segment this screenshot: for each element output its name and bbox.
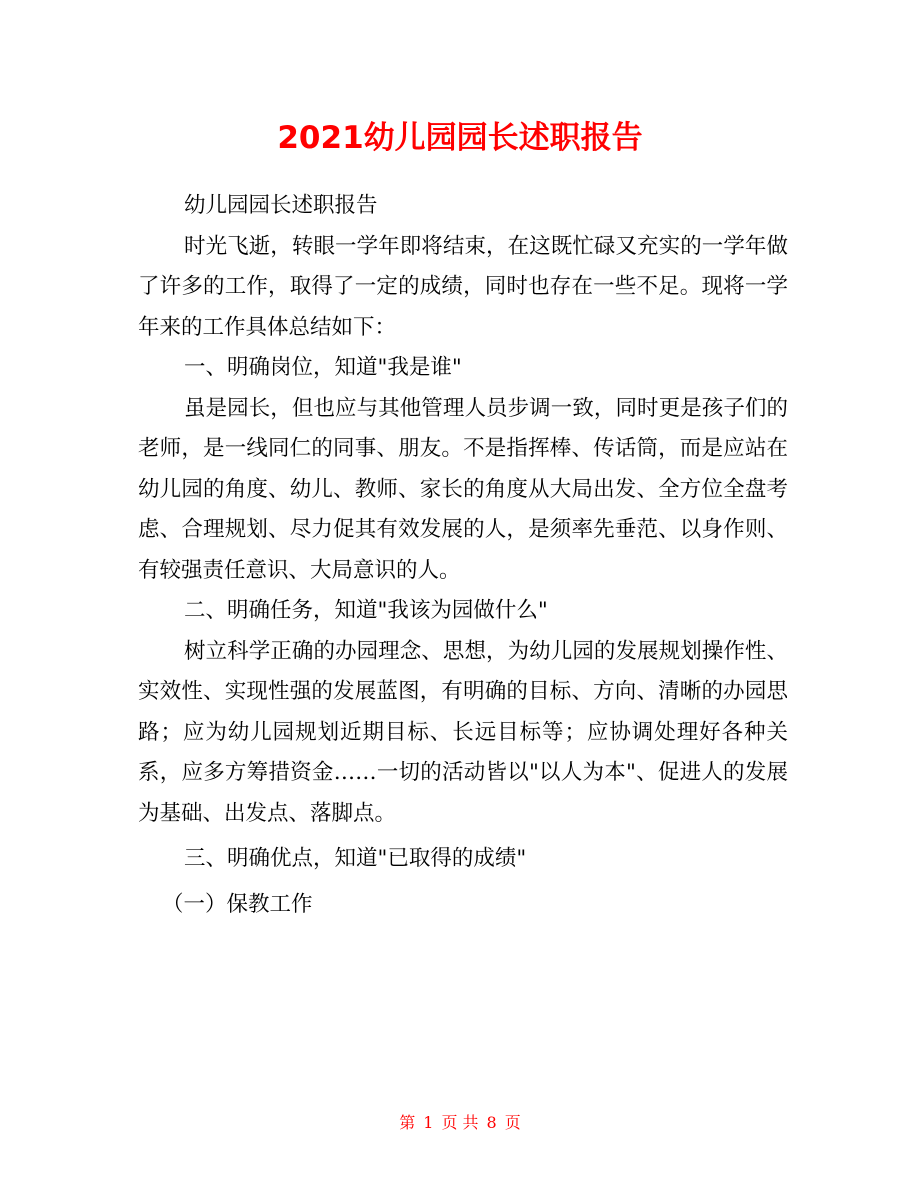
paragraph-section-1: 虽是园长，但也应与其他管理人员步调一致，同时更是孩子们的老师，是一线同仁的同事、朋友。不是指挥棒、传话筒，而是应站在幼儿园的角度、幼儿、教师、家长的角度从大局出发、全方位全盘考虑、合理规划、尽力促其有效发展的人，是须率先垂范、以身作则、有较强责任意识、大局意识的人。 (138, 395, 788, 583)
footer-current-page: 1 (423, 1113, 434, 1132)
subsection-heading-1: （一）保教工作 (162, 891, 313, 917)
footer-total-pages: 8 (486, 1113, 497, 1132)
footer-mid: 页 共 (441, 1113, 479, 1132)
section-heading-1: 一、明确岗位，知道"我是谁" (184, 355, 462, 380)
document-title: 2021幼儿园园长述职报告 (277, 120, 643, 156)
footer-prefix: 第 (399, 1113, 416, 1132)
section-heading-3: 三、明确优点，知道"已取得的成绩" (184, 846, 527, 871)
document-body (138, 186, 788, 925)
page-footer (0, 1112, 920, 1134)
section-heading-2: 二、明确任务，知道"我该为园做什么" (184, 598, 548, 623)
paragraph-heading: 幼儿园园长述职报告 (184, 193, 378, 218)
footer-suffix: 页 (504, 1113, 521, 1132)
paragraph-section-2: 树立科学正确的办园理念、思想，为幼儿园的发展规划操作性、实效性、实现性强的发展蓝图，有明确的目标、方向、清晰的办园思路；应为幼儿园规划近期目标、长远目标等；应协调处理好各种关系，应多方筹措资金……一切的活动皆以"以人为本"、促进人的发展为基础、出发点、落脚点。 (138, 638, 788, 826)
paragraph-intro: 时光飞逝，转眼一学年即将结束，在这既忙碌又充实的一学年做了许多的工作，取得了一定的成绩，同时也存在一些不足。现将一学年来的工作具体总结如下： (138, 233, 788, 340)
